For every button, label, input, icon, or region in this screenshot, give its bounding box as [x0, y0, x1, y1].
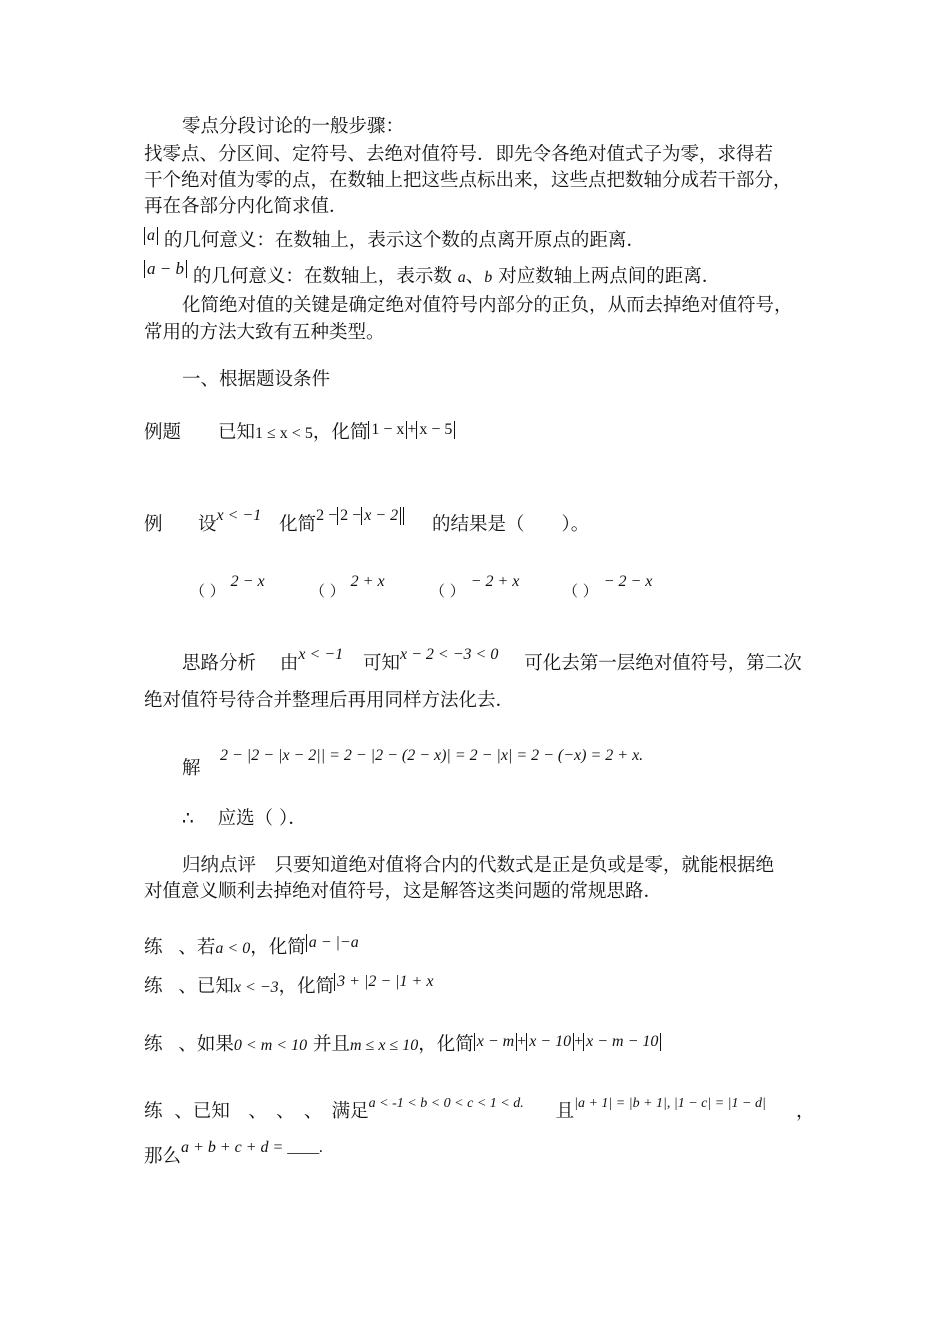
example2-text-3: 的结果是（ ）。 [431, 514, 590, 535]
analysis-text-1: 由 [279, 653, 299, 674]
example2-expr-outer-abs [337, 507, 404, 525]
exercise-3-abs1: x − m [474, 1033, 517, 1051]
choice-b [310, 573, 385, 605]
solution-expr [220, 742, 643, 769]
exercise-3 [144, 1032, 661, 1059]
exercise-3-cond2: m ≤ x ≤ 10 [349, 1037, 419, 1054]
choice-d [563, 573, 653, 605]
analysis-label: 思路分析 [182, 653, 257, 674]
intro-para2-line2: 常用的方法大致有五种类型。 [144, 322, 385, 343]
abs-ab-text-1: 的几何意义：在数轴上，表示数 [192, 266, 452, 287]
exercise-3-text-2: 并且 [312, 1034, 350, 1055]
solution-label: 解 [182, 758, 201, 779]
summary-line1: 归纳点评 只要知道绝对值将合内的代数式是正是负或是零，就能根据绝 [182, 855, 775, 876]
exercise-4-sum: a + b + c + d = ____. [181, 1139, 324, 1156]
choice-d-paren: （ ） [563, 582, 598, 600]
exercise-2-text-1: 、已知 [178, 976, 234, 997]
intro-para1-line1: 找零点、分区间、定符号、去绝对值符号．即先令各绝对值式子为零，求得若 [144, 144, 774, 165]
analysis-line2: 绝对值符号待合并整理后再用同样方法化去． [144, 690, 515, 711]
choice-a-expr: 2 − x [230, 573, 265, 590]
section1-title: 一、根据题设条件 [182, 369, 331, 390]
exercise-3-text-3: ，化简 [418, 1034, 474, 1055]
exercise-1-expr: a − |−a [306, 934, 361, 952]
example1-abs1: 1 − x [368, 421, 407, 439]
exercise-3-cond1: 0 < m < 10 [233, 1037, 308, 1054]
summary-line2: 对值意义顺利去掉绝对值符号，这是解答这类问题的常规思路． [144, 881, 663, 902]
choice-a [190, 573, 265, 605]
exercise-4 [144, 1096, 766, 1127]
abs-ab-var-b: b [484, 269, 493, 286]
exercise-2-cond: x < −3 [233, 979, 279, 996]
analysis-cond2: x − 2 < −3 < 0 [400, 646, 499, 663]
example2-body [198, 507, 590, 539]
exercise-4-label: 练 [144, 1101, 163, 1122]
abs-ab-sep: 、 [465, 266, 485, 287]
example1-text-2: ，化简 [312, 422, 369, 443]
exercise-1-label: 练 [144, 937, 163, 958]
abs-ab-line [144, 259, 721, 291]
exercise-2-label: 练 [144, 976, 163, 997]
example2-text-2: 化简 [279, 514, 317, 535]
example2-label: 例 [144, 514, 163, 535]
exercise-4-text-2: 且 [555, 1101, 575, 1122]
abs-ab-math: a − b [144, 260, 187, 278]
analysis-line1 [182, 646, 802, 678]
intro-para2-line1: 化简绝对值的关键是确定绝对值符号内部分的正负，从而去掉绝对值符号， [182, 295, 793, 316]
exercise-1 [144, 935, 361, 962]
exercise-3-abs2: x − 10 [526, 1033, 574, 1051]
example1-label: 例题 [144, 422, 182, 443]
example1-cond: 1 ≤ x < 5 [255, 425, 313, 442]
exercise-3-label: 练 [144, 1034, 163, 1055]
exercise-2-expr: 3 + |2 − |1 + x [334, 973, 435, 991]
abs-a-math: a [144, 227, 158, 245]
abs-ab-text-2: 对应数轴上两点间的距离． [498, 266, 721, 287]
therefore-line [182, 806, 307, 832]
example2-cond: x < −1 [216, 507, 262, 524]
exercise-3-plus1: + [517, 1033, 527, 1050]
example1-text-1: 已知 [218, 422, 256, 443]
analysis-text-3: 可化去第一层绝对值符号，第二次 [524, 653, 802, 674]
exercise-2-text-2: ，化简 [278, 976, 335, 997]
abs-a-text: 的几何意义：在数轴上，表示这个数的点离开原点的距离． [163, 230, 645, 251]
choice-b-paren: （ ） [310, 582, 345, 600]
exercise-4-text-1: 、已知 、 、 、 满足 [174, 1101, 369, 1122]
example1-abs2: x − 5 [416, 421, 455, 439]
intro-para1-line2: 干个绝对值为零的点，在数轴上把这些点标出来，这些点把数轴分成若干部分， [144, 170, 792, 191]
analysis-cond1: x < −1 [298, 646, 344, 663]
exercise-4-comma: ， [796, 1101, 815, 1122]
example1-body [218, 420, 455, 447]
example2-expr [316, 507, 404, 524]
analysis-text-2: 可知 [363, 653, 401, 674]
exercise-4-eq: |a + 1| = |b + 1|, |1 − c| = |1 − d| [574, 1096, 766, 1111]
intro-para1-line3: 再在各部分内化简求值． [144, 196, 348, 217]
exercise-1-cond: a < 0 [215, 940, 251, 957]
intro-title: 零点分段讨论的一般步骤： [182, 116, 405, 137]
exercise-3-plus2: + [574, 1033, 584, 1050]
exercise-4-cond: a < -1 < b < 0 < c < 1 < d. [368, 1096, 524, 1111]
exercise-1-text-1: 、若 [178, 937, 216, 958]
exercise-3-abs3: x − m − 10 [583, 1033, 661, 1051]
choice-c [430, 573, 520, 605]
exercise-3-text-1: 、如果 [178, 1034, 234, 1055]
therefore-text: 应选（ ）． [217, 808, 307, 829]
exercise-4-text-3: 那么 [144, 1146, 182, 1167]
solution-expr-text: 2 − |2 − |x − 2|| = 2 − |2 − (2 − x)| = 2 − |x| = 2 − (−x) = 2 + x. [220, 747, 644, 764]
example2-expr-inner-lead: 2 − [340, 507, 362, 524]
exercise-4-line2 [144, 1139, 324, 1171]
therefore-symbol: ∴ [182, 808, 194, 829]
exercise-1-text-2: ，化简 [250, 937, 306, 958]
choice-c-paren: （ ） [430, 582, 465, 600]
exercise-2 [144, 974, 435, 1001]
example1-plus: + [407, 421, 417, 438]
example2-text-1: 设 [198, 514, 217, 535]
choice-c-expr: − 2 + x [470, 573, 520, 590]
example2-expr-lead: 2 − [316, 507, 338, 524]
choice-d-expr: − 2 − x [603, 573, 653, 590]
choice-b-expr: 2 + x [350, 573, 385, 590]
choice-a-paren: （ ） [190, 582, 225, 600]
abs-a-line [144, 228, 645, 254]
abs-ab-var-a: a [457, 269, 466, 286]
example2-expr-inner-abs: x − 2 [361, 507, 401, 525]
